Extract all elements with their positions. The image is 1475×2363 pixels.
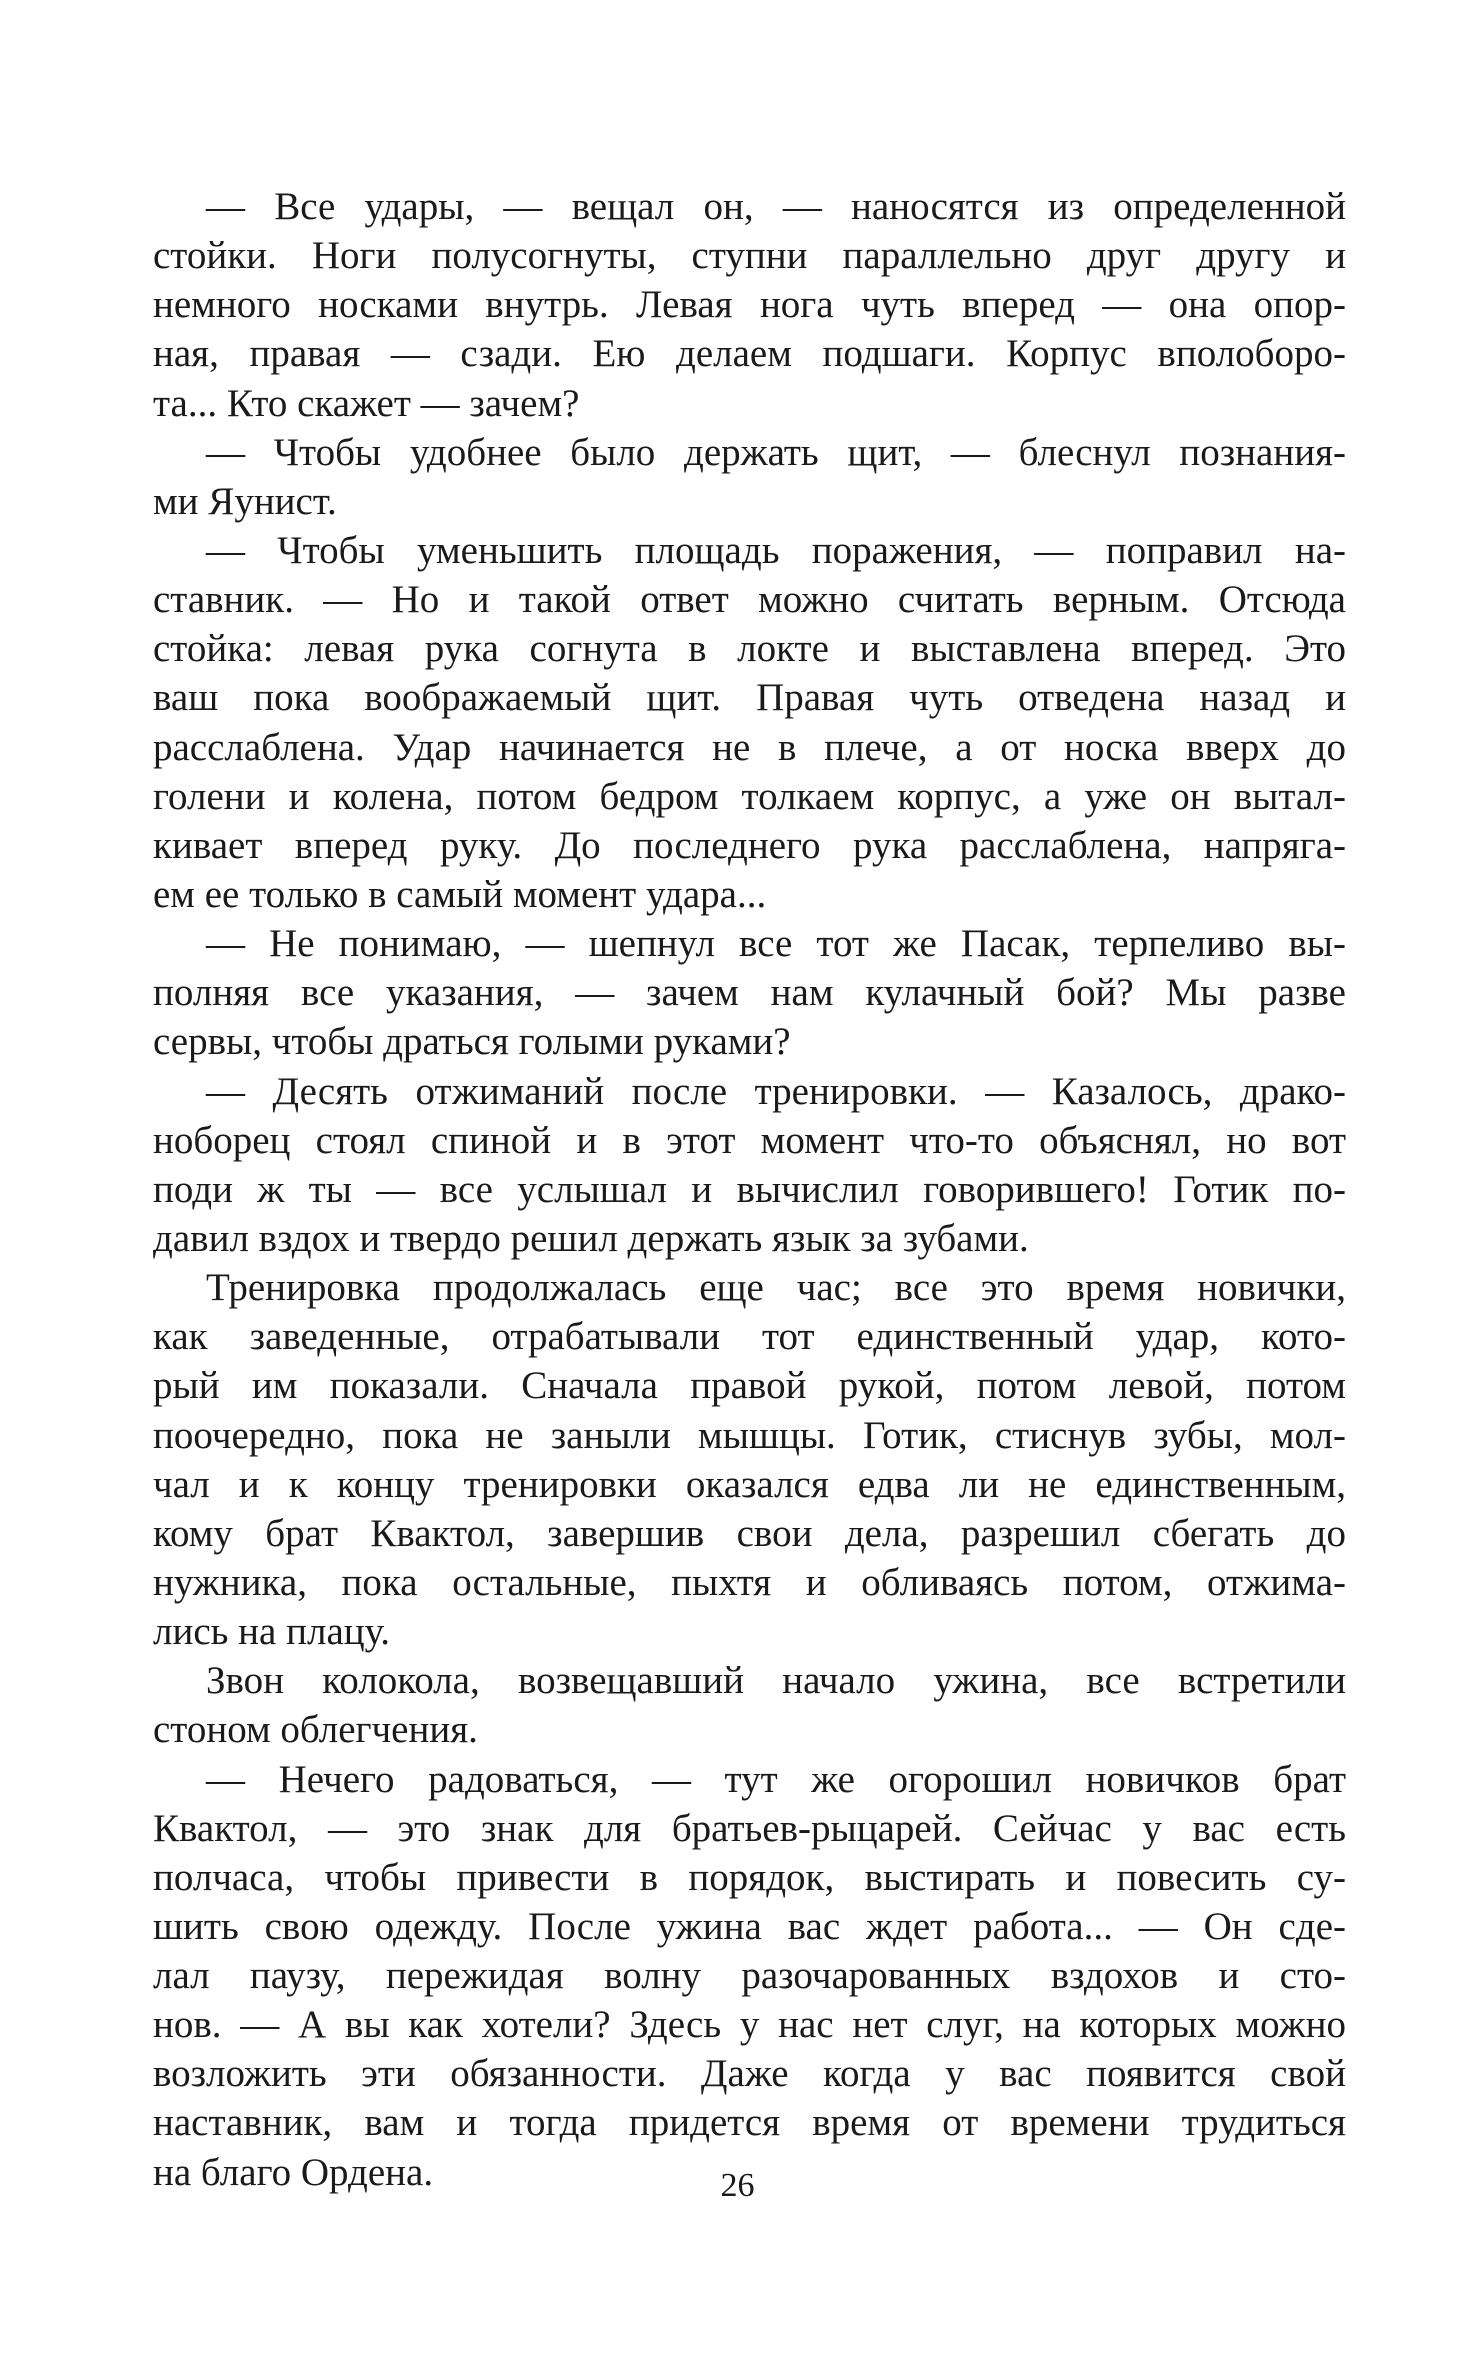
text-line: рый им показали. Сначала правой рукой, потом левой, потом [153,1364,1346,1408]
text-line: та... Кто скажет — зачем? [153,381,580,425]
text-line: — Чтобы удобнее было держать щит, — блеснул познания- [206,430,1346,474]
text-line: шить свою одежду. После ужина вас ждет работа... — Он сде- [153,1904,1346,1948]
page-number: 26 [720,2167,755,2204]
text-line: нужника, пока остальные, пыхтя и обливаясь потом, отжима- [153,1560,1346,1604]
text-line: на благо Ордена. [153,2150,434,2194]
text-line: Квактол, — это знак для братьев-рыцарей. Сейчас у вас есть [153,1806,1346,1850]
text-line: поди ж ты — все услышал и вычислил говорившего! Готик по- [153,1167,1346,1211]
text-line: сервы, чтобы драться голыми руками? [153,1020,791,1064]
text-line: — Не понимаю, — шепнул все тот же Пасак, терпеливо вы- [206,922,1346,966]
text-line: Тренировка продолжалась еще час; все это время новички, [206,1266,1346,1310]
text-line: ми Яунист. [153,479,337,523]
text-line: расслаблена. Удар начинается не в плече, а от носка вверх до [153,725,1346,769]
text-line: нов. — А вы как хотели? Здесь у нас нет слуг, на которых можно [153,2003,1346,2047]
text-line: ем ее только в самый момент удара... [153,872,767,916]
text-line: — Все удары, — вещал он, — наносятся из определенной [206,185,1346,228]
text-line: — Десять отжиманий после тренировки. — Казалось, драко- [206,1069,1346,1113]
text-line: давил вздох и твердо решил держать язык за зубами. [153,1216,1029,1260]
text-line: кому брат Квактол, завершив свои дела, разрешил сбегать до [153,1511,1346,1555]
text-line: как заведенные, отрабатывали тот единственный удар, кото- [153,1315,1346,1359]
text-line: ставник. — Но и такой ответ можно считать верным. Отсюда [153,578,1346,622]
text-line: ваш пока воображаемый щит. Правая чуть отведена назад и [153,676,1346,720]
text-line: голени и колена, потом бедром толкаем корпус, а уже он вытал- [153,774,1346,818]
text-line: чал и к концу тренировки оказался едва ли не единственным, [153,1462,1346,1506]
text-line: лал паузу, пережидая волну разочарованных вздохов и сто- [153,1954,1346,1998]
text-line: стоном облегчения. [153,1708,478,1752]
text-line: кивает вперед руку. До последнего рука расслаблена, напряга- [153,823,1346,867]
text-line: — Чтобы уменьшить площадь поражения, — поправил на- [206,528,1346,572]
text-line: Звон колокола, возвещавший начало ужина, все встретили [206,1659,1346,1703]
text-line: возложить эти обязанности. Даже когда у вас появится свой [153,2052,1346,2096]
text-line: немного носками внутрь. Левая нога чуть вперед — она опор- [153,283,1346,327]
text-line: стойки. Ноги полусогнуты, ступни параллельно друг другу и [153,234,1346,278]
text-line: полняя все указания, — зачем нам кулачный бой? Мы разве [153,971,1346,1015]
text-line: лись на плацу. [153,1610,390,1654]
text-line: поочередно, пока не заныли мышцы. Готик, стиснув зубы, мол- [153,1413,1346,1457]
text-line: — Нечего радоваться, — тут же огорошил новичков брат [206,1757,1346,1801]
text-line: наставник, вам и тогда придется время от времени трудиться [153,2101,1346,2145]
text-line: ноборец стоял спиной и в этот момент что-то объяснял, но вот [153,1118,1346,1162]
page-body-text [153,182,1346,2197]
text-line: ная, правая — сзади. Ею делаем подшаги. Корпус вполоборо- [153,332,1346,376]
text-line: полчаса, чтобы привести в порядок, выстирать и повесить су- [153,1855,1346,1899]
text-line: стойка: левая рука согнута в локте и выставлена вперед. Это [153,627,1346,671]
